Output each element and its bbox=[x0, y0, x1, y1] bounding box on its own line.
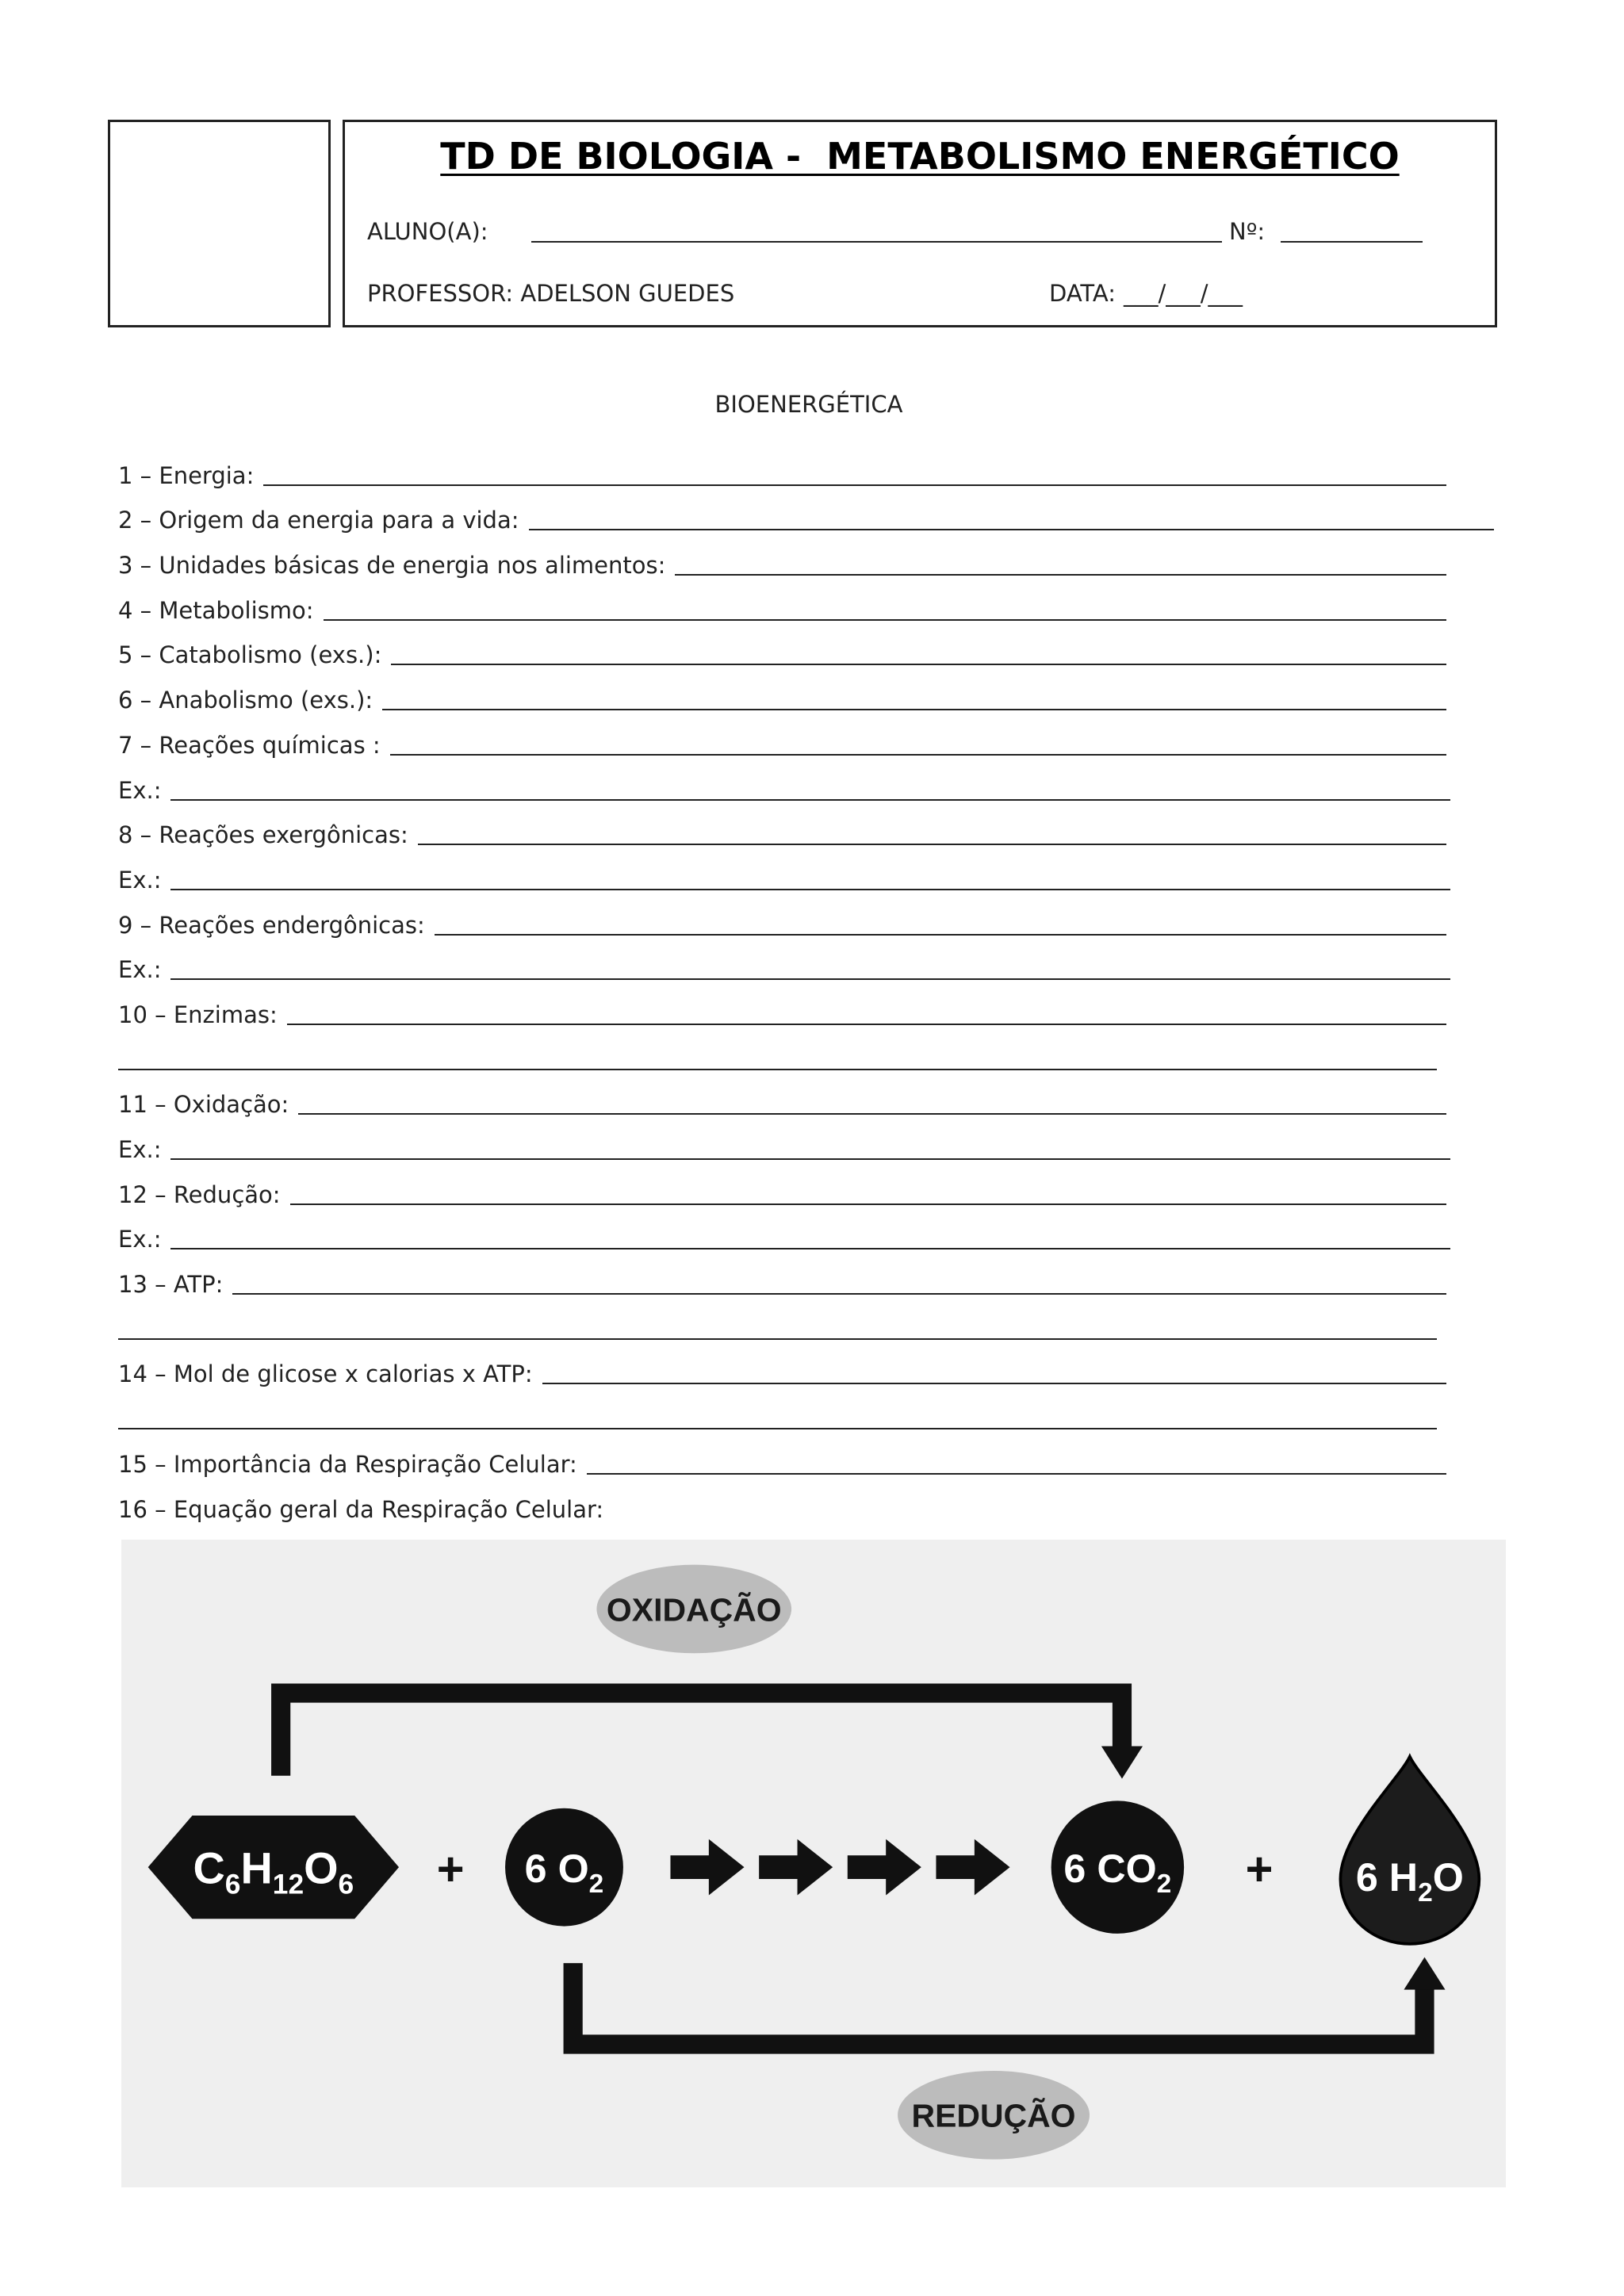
question-row bbox=[118, 1216, 1450, 1261]
plus-sign: + bbox=[1245, 1842, 1274, 1896]
glucose-subscript: 6 bbox=[338, 1869, 354, 1900]
oxidation-arrowhead bbox=[1101, 1747, 1143, 1779]
example-label: Ex.: bbox=[118, 1226, 162, 1253]
reduction-bracket bbox=[573, 1963, 1425, 2044]
question-label: 9 – Reações endergônicas: bbox=[118, 911, 425, 939]
question-label: 12 – Redução: bbox=[118, 1181, 281, 1208]
glucose-subscript: 6 bbox=[224, 1869, 241, 1900]
glucose-subscript: 12 bbox=[272, 1869, 304, 1900]
process-arrow bbox=[848, 1839, 921, 1896]
process-arrows bbox=[670, 1839, 1009, 1896]
reduction-arrowhead bbox=[1404, 1957, 1445, 1990]
plus-sign: + bbox=[436, 1842, 465, 1896]
question-row bbox=[118, 721, 1446, 767]
question-row bbox=[118, 497, 1494, 542]
water-drop bbox=[1340, 1757, 1479, 1944]
water-part: O bbox=[1432, 1854, 1464, 1900]
answer-continuation-row bbox=[118, 1036, 1437, 1081]
answer-line bbox=[529, 529, 1495, 530]
date-label: DATA: bbox=[1049, 280, 1116, 307]
question-row bbox=[118, 541, 1446, 587]
question-label: 1 – Energia: bbox=[118, 461, 255, 489]
question-label: 2 – Origem da energia para a vida: bbox=[118, 507, 519, 534]
header-box bbox=[343, 120, 1497, 327]
process-arrow bbox=[670, 1839, 744, 1896]
answer-line bbox=[324, 619, 1446, 621]
oxidation-bracket bbox=[281, 1693, 1122, 1776]
question-row bbox=[118, 1171, 1446, 1216]
date-blanks: ___/___/___ bbox=[1124, 280, 1243, 307]
glucose-part: O bbox=[304, 1843, 339, 1893]
process-arrow bbox=[936, 1839, 1009, 1896]
question-row bbox=[118, 856, 1450, 901]
question-row bbox=[118, 767, 1450, 812]
answer-line bbox=[390, 754, 1446, 756]
oxidation-label: OXIDAÇÃO bbox=[606, 1591, 782, 1628]
answer-line bbox=[118, 1428, 1437, 1429]
water-part: 6 H bbox=[1355, 1854, 1419, 1900]
example-label: Ex.: bbox=[118, 1136, 162, 1163]
number-line bbox=[1281, 241, 1423, 243]
question-label: 6 – Anabolismo (exs.): bbox=[118, 687, 373, 714]
answer-line bbox=[287, 1024, 1446, 1025]
answer-line bbox=[118, 1069, 1437, 1070]
question-row bbox=[118, 632, 1446, 677]
answer-line bbox=[675, 574, 1446, 576]
student-name-line bbox=[531, 241, 1222, 243]
answer-line bbox=[170, 889, 1450, 890]
question-label: 13 – ATP: bbox=[118, 1271, 224, 1299]
question-row bbox=[118, 587, 1446, 632]
water-subscript: 2 bbox=[1418, 1877, 1433, 1908]
question-row bbox=[118, 812, 1446, 857]
glucose-part: C bbox=[193, 1843, 225, 1893]
example-label: Ex.: bbox=[118, 866, 162, 894]
question-row bbox=[118, 676, 1446, 721]
answer-line bbox=[170, 1248, 1450, 1249]
answer-line bbox=[170, 978, 1450, 980]
glucose-hexagon bbox=[148, 1816, 399, 1919]
diagram-svg bbox=[121, 1540, 1506, 2187]
answer-line bbox=[298, 1113, 1446, 1115]
oxygen-part: 6 O bbox=[524, 1846, 589, 1891]
question-row bbox=[118, 1081, 1446, 1127]
glucose-part: H bbox=[240, 1843, 273, 1893]
answer-line bbox=[263, 484, 1446, 486]
section-title: BIOENERGÉTICA bbox=[714, 391, 903, 418]
answer-continuation-row bbox=[118, 1395, 1437, 1441]
question-row bbox=[118, 1261, 1446, 1306]
question-label: 7 – Reações químicas : bbox=[118, 731, 381, 759]
oxygen-subscript: 2 bbox=[588, 1869, 604, 1899]
number-label: Nº: bbox=[1229, 218, 1266, 245]
logo-box bbox=[108, 120, 331, 327]
answer-line bbox=[118, 1338, 1437, 1340]
answer-line bbox=[170, 1158, 1450, 1160]
question-row bbox=[118, 901, 1446, 947]
cellular-respiration-diagram bbox=[121, 1540, 1506, 2187]
answer-line bbox=[290, 1203, 1446, 1205]
question-row bbox=[118, 1441, 1446, 1486]
answer-line bbox=[435, 934, 1446, 936]
answer-line bbox=[587, 1473, 1446, 1475]
document-title: TD DE BIOLOGIA - METABOLISMO ENERGÉTICO bbox=[440, 135, 1400, 178]
answer-continuation-row bbox=[118, 1306, 1437, 1351]
question-label: 3 – Unidades básicas de energia nos alimentos: bbox=[118, 552, 666, 580]
question-label: 5 – Catabolismo (exs.): bbox=[118, 641, 382, 669]
question-label: 4 – Metabolismo: bbox=[118, 596, 314, 624]
example-label: Ex.: bbox=[118, 776, 162, 804]
answer-line bbox=[382, 709, 1446, 710]
question-row bbox=[118, 1486, 1446, 1531]
answer-line bbox=[170, 799, 1450, 801]
question-row bbox=[118, 947, 1450, 992]
teacher-text: PROFESSOR: ADELSON GUEDES bbox=[367, 280, 735, 307]
question-label: 10 – Enzimas: bbox=[118, 1001, 278, 1028]
carbon-dioxide-subscript: 2 bbox=[1156, 1869, 1172, 1899]
question-row bbox=[118, 1126, 1450, 1171]
reduction-label: REDUÇÃO bbox=[911, 2097, 1076, 2134]
answer-line bbox=[542, 1383, 1446, 1384]
question-label: 16 – Equação geral da Respiração Celular: bbox=[118, 1495, 604, 1523]
carbon-dioxide-part: 6 CO bbox=[1063, 1846, 1157, 1891]
answer-line bbox=[391, 664, 1446, 665]
student-label: ALUNO(A): bbox=[367, 218, 488, 245]
answer-line bbox=[232, 1293, 1446, 1295]
example-label: Ex.: bbox=[118, 956, 162, 984]
question-label: 14 – Mol de glicose x calorias x ATP: bbox=[118, 1360, 533, 1388]
question-label: 8 – Reações exergônicas: bbox=[118, 821, 408, 849]
question-list bbox=[118, 452, 1494, 1531]
question-label: 15 – Importância da Respiração Celular: bbox=[118, 1450, 577, 1478]
question-row bbox=[118, 1351, 1446, 1396]
question-row bbox=[118, 991, 1446, 1036]
answer-line bbox=[418, 844, 1446, 845]
process-arrow bbox=[759, 1839, 833, 1896]
question-row bbox=[118, 452, 1446, 497]
question-label: 11 – Oxidação: bbox=[118, 1091, 289, 1119]
